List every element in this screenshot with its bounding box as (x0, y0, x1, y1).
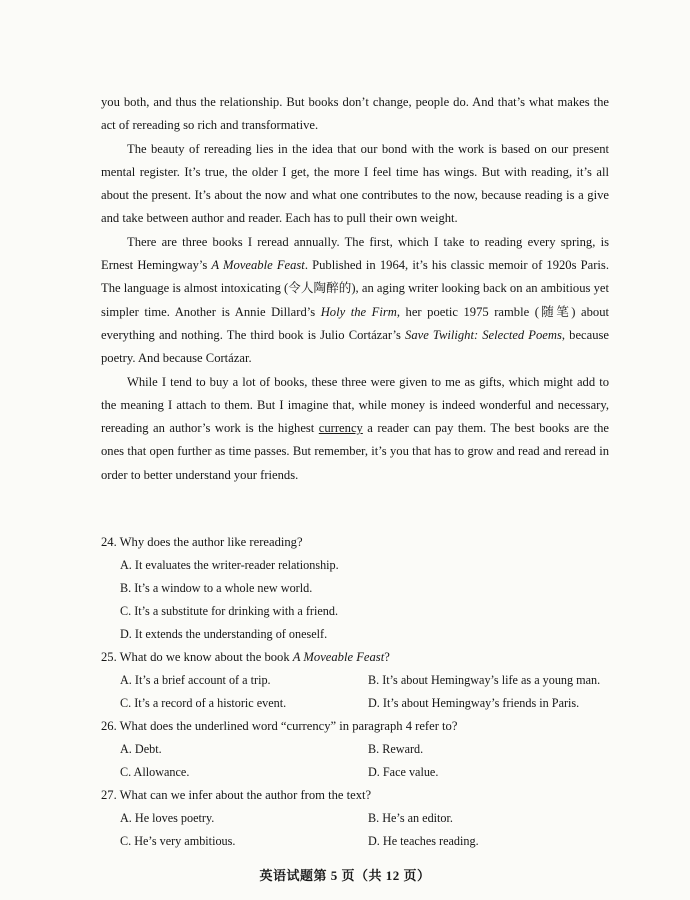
question-25-stem (101, 646, 621, 669)
paragraph-3-text-g: , because poetry. And because Cortázar. (101, 327, 609, 366)
underlined-word-currency: currency (318, 421, 363, 436)
question-25-book-title: A Moveable Feast (292, 650, 385, 664)
paragraph-2: The beauty of rereading lies in the idea that our bond with the work is based on our present mental register. It’s true, the older I get, the more I feel time has wings. But with reading, it’s all about the present. It’s about the now and what one contributes to the now, because reading is a give and take between author and reader. Each has to pull their own weight. (101, 141, 609, 226)
question-27-options-row-2 (101, 830, 621, 853)
paragraph-4-text-c: a reader can pay them. The best books are the ones that open further as time passes. But remember, it’s you that has to grow and read and reread in order to better understand your friends. (101, 421, 609, 482)
question-25-stem-c: ? (384, 650, 390, 664)
book-title-holy-the-firm: Holy the Firm (320, 304, 397, 319)
question-24-option-d: D. It extends the understanding of oneself. (120, 627, 328, 641)
question-26-options-row-1 (101, 738, 621, 761)
question-24-option-b: B. It’s a window to a whole new world. (120, 581, 313, 595)
question-27-option-d: D. He teaches reading. (368, 834, 479, 848)
question-25-option-b: B. It’s about Hemingway’s life as a young man. (368, 673, 601, 687)
question-26-stem: 26. What does the underlined word “currency” in paragraph 4 refer to? (101, 719, 458, 733)
question-27-options-row-1 (101, 807, 621, 830)
question-27-option-b: B. He’s an editor. (368, 811, 453, 825)
question-25-stem-a: 25. What do we know about the book (101, 650, 293, 664)
question-24-option-a: A. It evaluates the writer-reader relationship. (120, 558, 339, 572)
question-list (101, 531, 621, 853)
question-27-stem: 27. What can we infer about the author from the text? (101, 788, 372, 802)
question-24-option-c: C. It’s a substitute for drinking with a friend. (120, 604, 338, 618)
page-footer: 英语试题第 5 页（共 12 页） (259, 868, 431, 883)
book-title-moveable-feast: A Moveable Feast (211, 258, 305, 273)
question-27-option-a: A. He loves poetry. (120, 811, 215, 825)
reading-passage (101, 91, 609, 487)
question-24-options (101, 554, 621, 646)
question-25-option-c: C. It’s a record of a historic event. (120, 696, 287, 710)
paragraph-3-text-e: , her poetic 1975 ramble (随笔) about everything and nothing. The third book is Julio Cortázar’s (101, 304, 609, 342)
question-26-options-row-2 (101, 761, 621, 784)
book-title-save-twilight: Save Twilight: Selected Poems (405, 327, 562, 342)
paragraph-3 (101, 231, 609, 371)
question-25-option-a: A. It’s a brief account of a trip. (120, 673, 271, 687)
question-26-option-a: A. Debt. (120, 742, 162, 756)
question-26-option-b: B. Reward. (368, 742, 424, 756)
question-24-stem: 24. Why does the author like rereading? (101, 535, 303, 549)
paragraph-4 (101, 371, 609, 487)
question-27-option-c: C. He’s very ambitious. (120, 834, 236, 848)
paragraph-3-text-c: . Published in 1964, it’s his classic memoir of 1920s Paris. The language is almost intoxicating (令人陶醉的), an aging writer looking back on an ambitious yet simpler time. Another is Annie Dillard’s (101, 258, 609, 319)
paragraph-1: you both, and thus the relationship. But books don’t change, people do. And that’s what makes the act of rereading so rich and transformative. (101, 95, 609, 133)
paragraph-3-text-a: There are three books I reread annually. The first, which I take to reading every spring, is Ernest Hemingway’s (101, 234, 609, 273)
question-25-options-row-2 (101, 692, 621, 715)
paragraph-4-text-a: While I tend to buy a lot of books, these three were given to me as gifts, which might add to the meaning I attach to them. But I imagine that, while money is indeed wonderful and necessary, rereading an author’s work is the highest (101, 374, 609, 436)
question-26-option-d: D. Face value. (368, 765, 439, 779)
question-26-option-c: C. Allowance. (120, 765, 190, 779)
question-25-option-d: D. It’s about Hemingway’s friends in Paris. (368, 696, 580, 710)
question-25-options-row-1 (101, 669, 621, 692)
